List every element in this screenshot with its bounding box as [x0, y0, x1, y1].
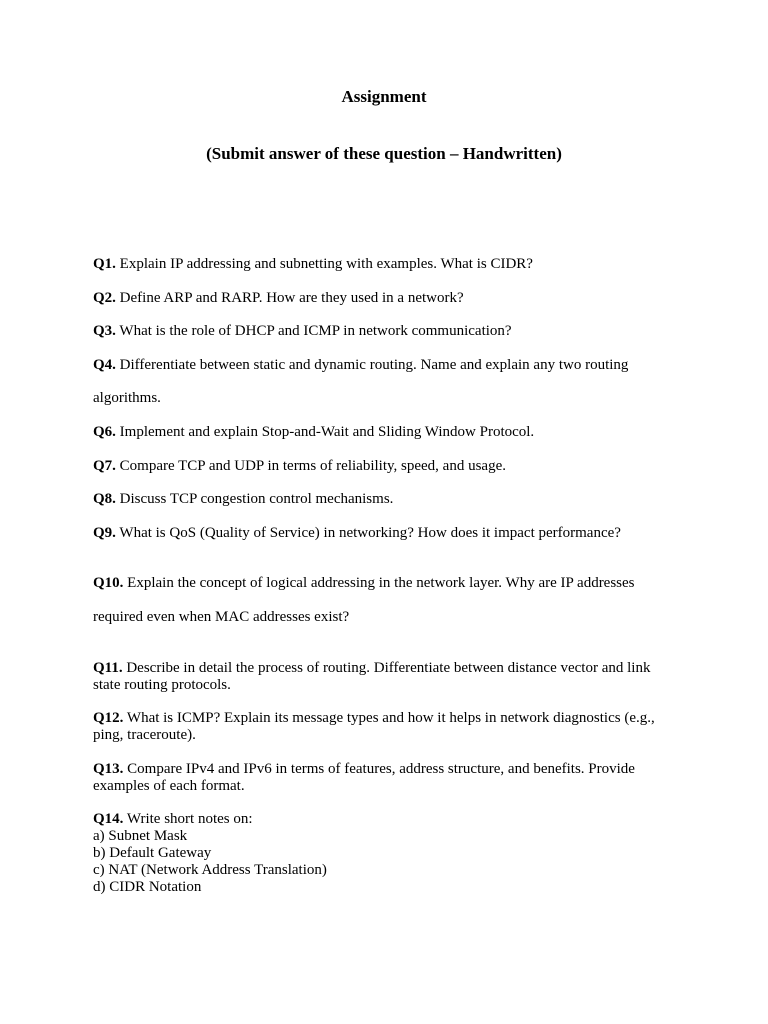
question-11-continuation: state routing protocols. — [93, 677, 231, 693]
document-title: Assignment — [341, 87, 427, 106]
question-11 — [93, 660, 693, 677]
question-number: Q7. — [93, 458, 116, 474]
question-text: Explain IP addressing and subnetting with examples. What is CIDR? — [119, 256, 533, 272]
question-text: Compare TCP and UDP in terms of reliability, speed, and usage. — [119, 458, 506, 474]
question-number: Q6. — [93, 424, 116, 440]
document-subtitle: (Submit answer of these question – Handwritten) — [206, 144, 562, 163]
question-12-continuation: ping, traceroute). — [93, 727, 196, 743]
question-number: Q3. — [93, 323, 116, 339]
question-number: Q14. — [93, 811, 124, 827]
question-number: Q9. — [93, 525, 116, 541]
question-9 — [93, 525, 693, 542]
question-8 — [93, 491, 693, 508]
question-14-item-b: b) Default Gateway — [93, 845, 212, 861]
question-14-item-c: c) NAT (Network Address Translation) — [93, 862, 327, 878]
question-text: What is QoS (Quality of Service) in networking? How does it impact performance? — [119, 525, 621, 541]
question-10 — [93, 575, 693, 592]
question-number: Q8. — [93, 491, 116, 507]
question-10-continuation: required even when MAC addresses exist? — [93, 609, 350, 625]
question-14-item-a: a) Subnet Mask — [93, 828, 188, 844]
question-text: What is ICMP? Explain its message types and how it helps in network diagnostics (e.g., — [126, 710, 655, 726]
question-12 — [93, 710, 693, 727]
question-text: Discuss TCP congestion control mechanisms. — [119, 491, 394, 507]
question-number: Q1. — [93, 256, 116, 272]
question-7 — [93, 458, 693, 475]
question-14 — [93, 811, 693, 828]
question-2 — [93, 290, 693, 307]
question-13-continuation: examples of each format. — [93, 778, 245, 794]
question-14-item-d: d) CIDR Notation — [93, 879, 202, 895]
question-text: Define ARP and RARP. How are they used in a network? — [119, 290, 464, 306]
question-text: Explain the concept of logical addressing in the network layer. Why are IP addresses — [127, 575, 635, 591]
question-number: Q12. — [93, 710, 124, 726]
question-number: Q11. — [93, 660, 123, 676]
question-number: Q10. — [93, 575, 124, 591]
question-4 — [93, 357, 693, 374]
question-number: Q4. — [93, 357, 116, 373]
question-text: Write short notes on: — [126, 811, 253, 827]
question-number: Q2. — [93, 290, 116, 306]
question-text: Implement and explain Stop-and-Wait and Sliding Window Protocol. — [119, 424, 535, 440]
question-1 — [93, 256, 693, 273]
question-3 — [93, 323, 693, 340]
question-number: Q13. — [93, 761, 124, 777]
question-6 — [93, 424, 693, 441]
question-text: Describe in detail the process of routing. Differentiate between distance vector and link — [126, 660, 651, 676]
question-text: What is the role of DHCP and ICMP in network communication? — [119, 323, 512, 339]
question-text: Compare IPv4 and IPv6 in terms of features, address structure, and benefits. Provide — [127, 761, 635, 777]
question-4-continuation: algorithms. — [93, 390, 161, 406]
question-13 — [93, 761, 693, 778]
question-text: Differentiate between static and dynamic routing. Name and explain any two routing — [119, 357, 629, 373]
